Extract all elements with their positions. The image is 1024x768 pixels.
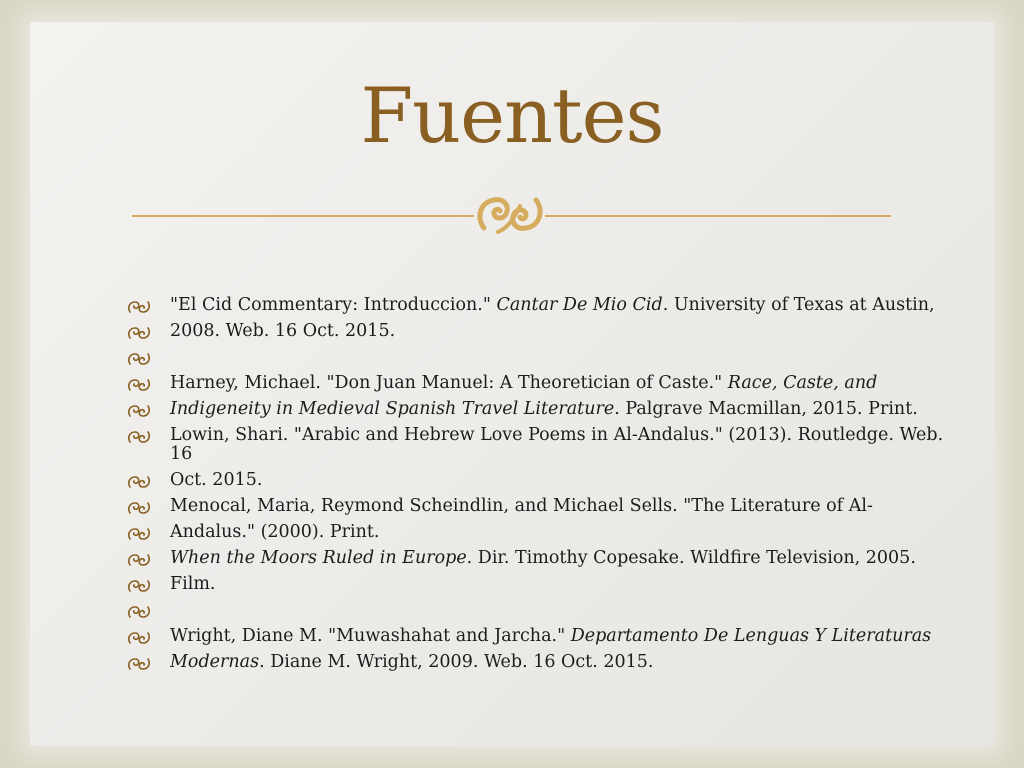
reference-title-text: Departamento De Lenguas Y Literaturas — [570, 626, 932, 646]
fleuron-bullet-icon — [128, 527, 150, 541]
reference-title-text: When the Moors Ruled in Europe — [170, 548, 467, 568]
reference-item — [128, 348, 958, 367]
fleuron-bullet-icon — [128, 579, 150, 593]
reference-title-text: Cantar De Mio Cid — [496, 295, 663, 315]
reference-item — [128, 374, 958, 393]
fleuron-bullet-icon — [128, 430, 150, 444]
fleuron-bullet-icon — [128, 501, 150, 515]
reference-text: Harney, Michael. "Don Juan Manuel: A Theoretician of Caste." — [170, 373, 728, 393]
fleuron-bullet-icon — [128, 326, 150, 340]
fleuron-bullet-icon — [128, 631, 150, 645]
reference-item — [128, 601, 958, 620]
reference-text: 2008. Web. 16 Oct. 2015. — [170, 321, 396, 341]
reference-text: Oct. 2015. — [170, 470, 263, 490]
title-rule-right — [545, 215, 891, 217]
reference-item — [128, 627, 958, 646]
fleuron-bullet-icon — [128, 475, 150, 489]
fleuron-bullet-icon — [128, 657, 150, 671]
reference-text: "El Cid Commentary: Introduccion." — [170, 295, 497, 315]
reference-item — [128, 653, 958, 672]
reference-text: . Dir. Timothy Copesake. Wildfire Television, 2005. — [466, 548, 916, 568]
reference-title-text: Race, Caste, and — [727, 373, 878, 393]
reference-text: . Palgrave Macmillan, 2015. Print. — [614, 399, 918, 419]
reference-item — [128, 497, 958, 516]
reference-text: Lowin, Shari. "Arabic and Hebrew Love Poems in Al-Andalus." (2013). Routledge. Web. 16 — [170, 425, 944, 464]
reference-item — [128, 523, 958, 542]
fleuron-bullet-icon — [128, 300, 150, 314]
reference-list — [128, 296, 958, 679]
reference-text: Film. — [170, 574, 216, 594]
reference-item — [128, 400, 958, 419]
reference-item — [128, 426, 958, 464]
reference-item — [128, 549, 958, 568]
fleuron-bullet-icon — [128, 605, 150, 619]
reference-text: Wright, Diane M. "Muwashahat and Jarcha." — [170, 626, 571, 646]
fleuron-bullet-icon — [128, 352, 150, 366]
slide-title: Fuentes — [360, 71, 664, 160]
fleuron-icon — [474, 188, 546, 240]
reference-text: . Diane M. Wright, 2009. Web. 16 Oct. 2015. — [259, 652, 654, 672]
reference-item — [128, 296, 958, 315]
reference-title-text: Indigeneity in Medieval Spanish Travel Literature — [170, 399, 615, 419]
title-rule-left — [132, 215, 474, 217]
reference-title-text: Modernas — [170, 652, 260, 672]
fleuron-bullet-icon — [128, 553, 150, 567]
fleuron-bullet-icon — [128, 378, 150, 392]
reference-item — [128, 471, 958, 490]
reference-item — [128, 575, 958, 594]
reference-item — [128, 322, 958, 341]
reference-text: Andalus." (2000). Print. — [170, 522, 380, 542]
fleuron-bullet-icon — [128, 404, 150, 418]
reference-text: Menocal, Maria, Reymond Scheindlin, and Michael Sells. "The Literature of Al- — [170, 496, 873, 516]
reference-text: . University of Texas at Austin, — [662, 295, 935, 315]
